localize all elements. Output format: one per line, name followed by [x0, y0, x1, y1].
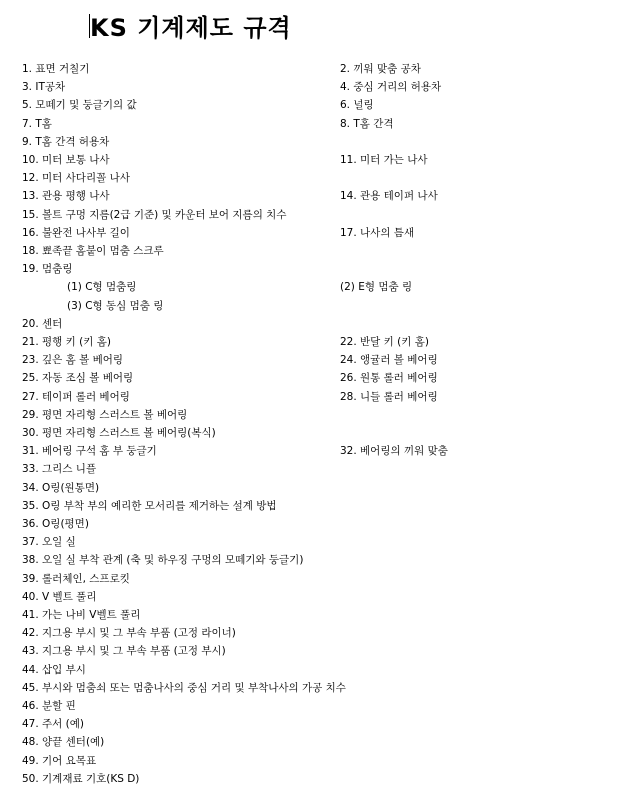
list-item-left: 23. 깊은 홈 볼 베어링 [22, 354, 124, 367]
list-item-left: 13. 관용 평행 나사 [22, 190, 110, 203]
list-item-left: (3) C형 동심 멈춤 링 [67, 299, 164, 312]
list-item-left: 37. 오일 실 [22, 536, 76, 549]
list-item-left: 30. 평면 자리형 스러스트 볼 베어링(복식) [22, 427, 216, 439]
list-item-left: 39. 롤러체인, 스프로킷 [22, 572, 130, 585]
list-row [0, 188, 617, 206]
list-item-left: 7. T홈 [22, 117, 52, 130]
list-item-left: 43. 지그용 부시 및 그 부속 부품 (고정 부시) [22, 645, 226, 658]
list-item-right: 26. 원통 롤러 베어링 [340, 372, 438, 385]
list-row [0, 589, 617, 607]
list-row [0, 316, 617, 334]
list-item-left: 16. 불완전 나사부 길이 [22, 226, 130, 239]
list-row [0, 152, 617, 170]
list-item-left: 41. 가는 나비 V벨트 풀리 [22, 609, 141, 621]
page-title: KS 기계제도 규격 [90, 14, 292, 42]
list-item-left: 35. O링 부착 부의 예리한 모서리를 제거하는 설계 방법 [22, 499, 277, 512]
list-row [0, 370, 617, 388]
list-item-left: 21. 평행 키 (키 홈) [22, 336, 111, 348]
list-item-left: 40. V 벨트 풀리 [22, 590, 97, 603]
list-row [0, 643, 617, 661]
list-item-right: 8. T홈 간격 [340, 117, 394, 130]
list-row [0, 516, 617, 534]
list-item-left: 25. 자동 조심 볼 베어링 [22, 372, 134, 385]
list-row [0, 79, 617, 97]
list-row [0, 389, 617, 407]
list-item-left: 45. 부시와 멈춤쇠 또는 멈춤나사의 중심 거리 및 부착나사의 가공 치수 [22, 681, 346, 694]
list-row [0, 480, 617, 498]
list-row [0, 625, 617, 643]
list-row [0, 753, 617, 771]
list-row [0, 334, 617, 352]
list-item-left: 1. 표면 거칠기 [22, 63, 90, 75]
list-item-left: 38. 오일 실 부착 관계 (축 및 하우징 구멍의 모떼기와 둥글기) [22, 554, 304, 567]
list-row [0, 534, 617, 552]
list-row [0, 207, 617, 225]
list-item-right: 11. 미터 가는 나사 [340, 154, 428, 166]
list-row [0, 662, 617, 680]
list-item-right: 2. 끼워 맞춤 공차 [340, 63, 421, 75]
list-row [0, 170, 617, 188]
list-row [0, 498, 617, 516]
list-item-right: 32. 베어링의 끼워 맞춤 [340, 445, 448, 458]
list-item-left: 27. 테이퍼 롤러 베어링 [22, 390, 130, 403]
list-row [0, 680, 617, 698]
list-item-left: 19. 멈춤링 [22, 263, 73, 276]
list-row [0, 116, 617, 134]
list-item-left: 42. 지그용 부시 및 그 부속 부품 (고정 라이너) [22, 627, 236, 640]
list-item-right: 24. 앵귤러 볼 베어링 [340, 354, 438, 367]
list-row [0, 552, 617, 570]
list-row [0, 571, 617, 589]
list-item-left: 3. IT공차 [22, 81, 66, 94]
list-row [0, 698, 617, 716]
list-row [0, 352, 617, 370]
list-row [0, 461, 617, 479]
list-item-left: 49. 기어 요목표 [22, 754, 97, 767]
list-item-left: 5. 모떼기 및 둥글기의 값 [22, 99, 137, 112]
list-row [0, 243, 617, 261]
list-row [0, 279, 617, 297]
list-item-right: 14. 관용 테이퍼 나사 [340, 190, 438, 203]
list-item-left: 10. 미터 보통 나사 [22, 154, 110, 166]
list-item-right: 6. 널링 [340, 99, 374, 112]
list-row [0, 443, 617, 461]
list-item-left: 44. 삽입 부시 [22, 663, 86, 676]
list-item-right: 22. 반달 키 (키 홈) [340, 336, 429, 348]
list-item-left: 47. 주서 (예) [22, 718, 84, 731]
list-item-left: 29. 평면 자리형 스러스트 볼 베어링 [22, 408, 188, 421]
list-row [0, 97, 617, 115]
list-item-left: 9. T홈 간격 허용차 [22, 135, 110, 148]
list-row [0, 771, 617, 789]
list-row [0, 261, 617, 279]
list-item-left: 12. 미터 사다리꼴 나사 [22, 172, 130, 185]
list-item-left: 50. 기계재료 기호(KS D) [22, 772, 140, 785]
list-row [0, 134, 617, 152]
list-item-left: 15. 볼트 구멍 지름(2급 기준) 및 카운터 보어 지름의 치수 [22, 208, 287, 221]
list-item-left: 20. 센터 [22, 317, 63, 330]
list-item-left: 34. O링(원통면) [22, 481, 100, 494]
list-item-left: 33. 그리스 니플 [22, 463, 97, 476]
list-item-right: (2) E형 멈춤 링 [340, 281, 413, 294]
list-row [0, 716, 617, 734]
list-row [0, 298, 617, 316]
list-item-left: (1) C형 멈춤링 [67, 281, 137, 294]
list-item-right: 17. 나사의 틈새 [340, 226, 415, 239]
list-item-left: 46. 분할 핀 [22, 700, 76, 712]
list-row [0, 61, 617, 79]
list-item-left: 36. O링(평면) [22, 518, 89, 530]
list-item-left: 48. 양끝 센터(예) [22, 736, 105, 749]
list-row [0, 734, 617, 752]
list-item-right: 4. 중심 거리의 허용차 [340, 81, 442, 94]
list-row [0, 607, 617, 625]
list-row [0, 225, 617, 243]
list-item-left: 18. 뾰족끝 홈붙이 멈춤 스크루 [22, 245, 164, 257]
list-row [0, 407, 617, 425]
list-item-right: 28. 니들 롤러 베어링 [340, 390, 438, 403]
list-item-left: 31. 베어링 구석 홈 부 둥글기 [22, 445, 157, 458]
list-row [0, 425, 617, 443]
